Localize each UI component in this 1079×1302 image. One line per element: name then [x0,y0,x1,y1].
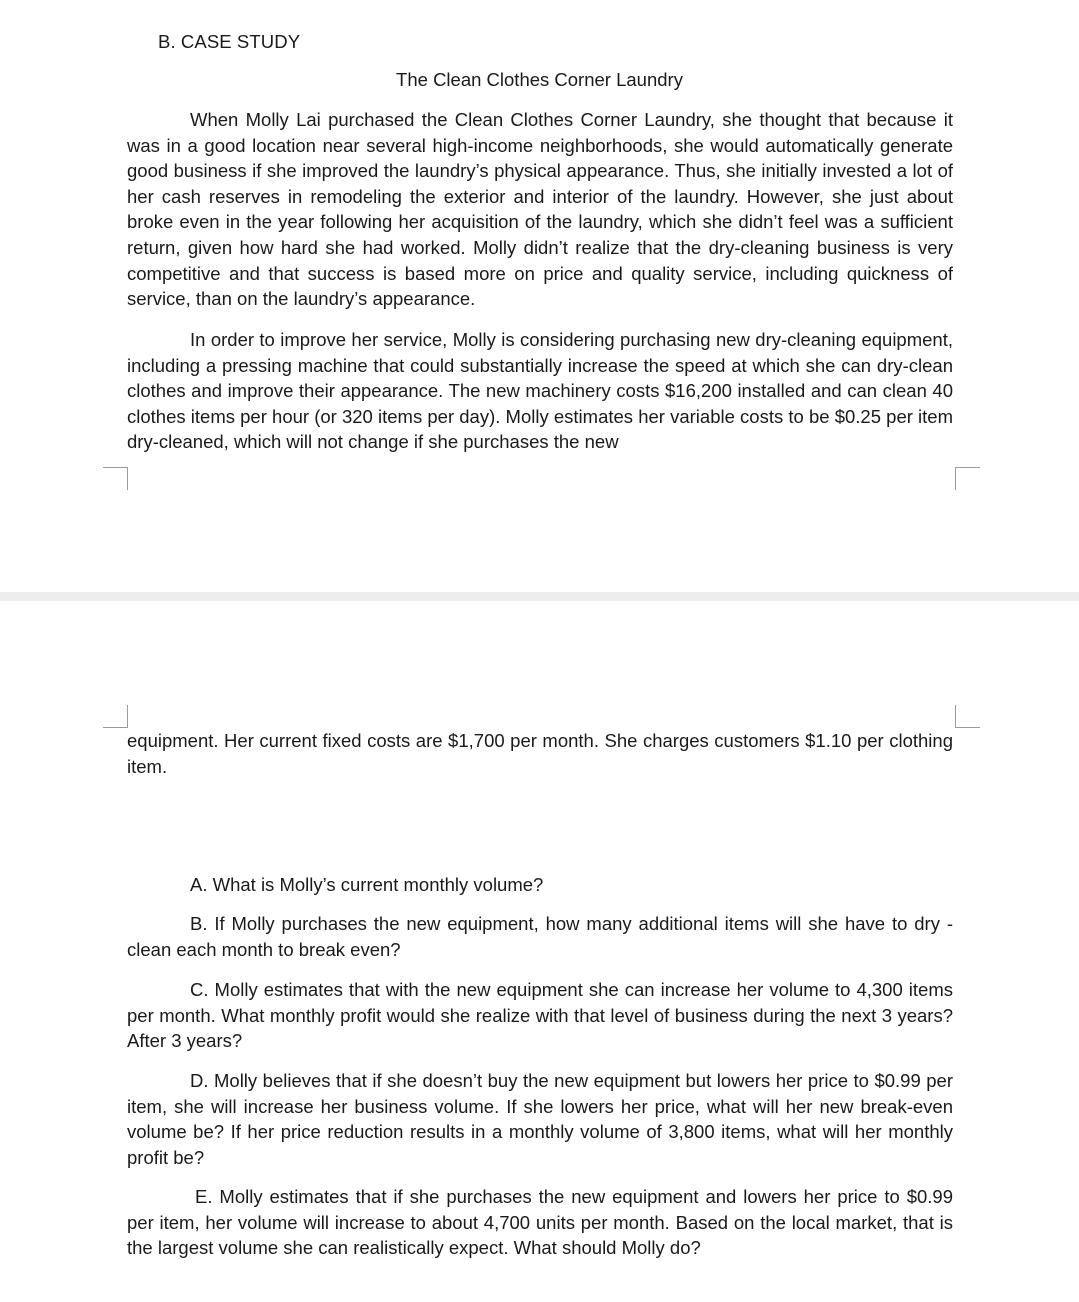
question-c: C. Molly estimates that with the new equipment she can increase her volume to 4,300 items per month. What monthly profit would she realize with that level of business during the next 3 years? After 3 years? [127,979,953,1052]
question-d: D. Molly believes that if she doesn’t buy the new equipment but lowers her price to $0.99 per item, she will increase her business volume. If she lowers her price, what will her new break-even volume be? If her price reduction results in a monthly volume of 3,800 items, what will her monthly profit be? [127,1070,953,1168]
paragraph-intro: When Molly Lai purchased the Clean Clothes Corner Laundry, she thought that because it was in a good location near several high-income neighborhoods, she would automatically generate good business if she improved the laundry’s physical appearance. Thus, she initially invested a lot of her cash reserves in remodeling the exterior and interior of the laundry. However, she just about broke even in the year following her acquisition of the laundry, which she didn’t feel was a sufficient return, given how hard she had worked. Molly didn’t realize that the dry-cleaning business is very competitive and that success is based more on price and quality service, including quickness of service, than on the laundry’s appearance. [127,109,953,310]
paragraph-continuation: equipment. Her current fixed costs are $1,700 per month. She charges customers $1.10 per clothing item. [127,730,953,777]
section-heading: B. CASE STUDY [158,31,301,52]
page-break [0,592,1079,601]
question-e: E. Molly estimates that if she purchases the new equipment and lowers her price to $0.99 per item, her volume will increase to about 4,700 units per month. Based on the local market, that is the largest volume she can realistically expect. What should Molly do? [127,1186,953,1259]
page-corner-marker [103,705,128,728]
page-corner-marker [955,467,980,490]
question-b: B. If Molly purchases the new equipment, how many additional items will she have to dry -clean each month to break even? [127,913,953,960]
paragraph-equipment: In order to improve her service, Molly is considering purchasing new dry-cleaning equipment, including a pressing machine that could substantially increase the speed at which she can dry-clean clothes and improve their appearance. The new machinery costs $16,200 installed and can clean 40 clothes items per hour (or 320 items per day). Molly estimates her variable costs to be $0.25 per item dry-cleaned, which will not change if she purchases the new [127,329,953,453]
page-corner-marker [955,705,980,728]
document-page-1 [0,0,1079,592]
page-corner-marker [103,467,128,490]
case-title: The Clean Clothes Corner Laundry [396,69,683,90]
question-a: A. What is Molly’s current monthly volume? [190,874,544,895]
